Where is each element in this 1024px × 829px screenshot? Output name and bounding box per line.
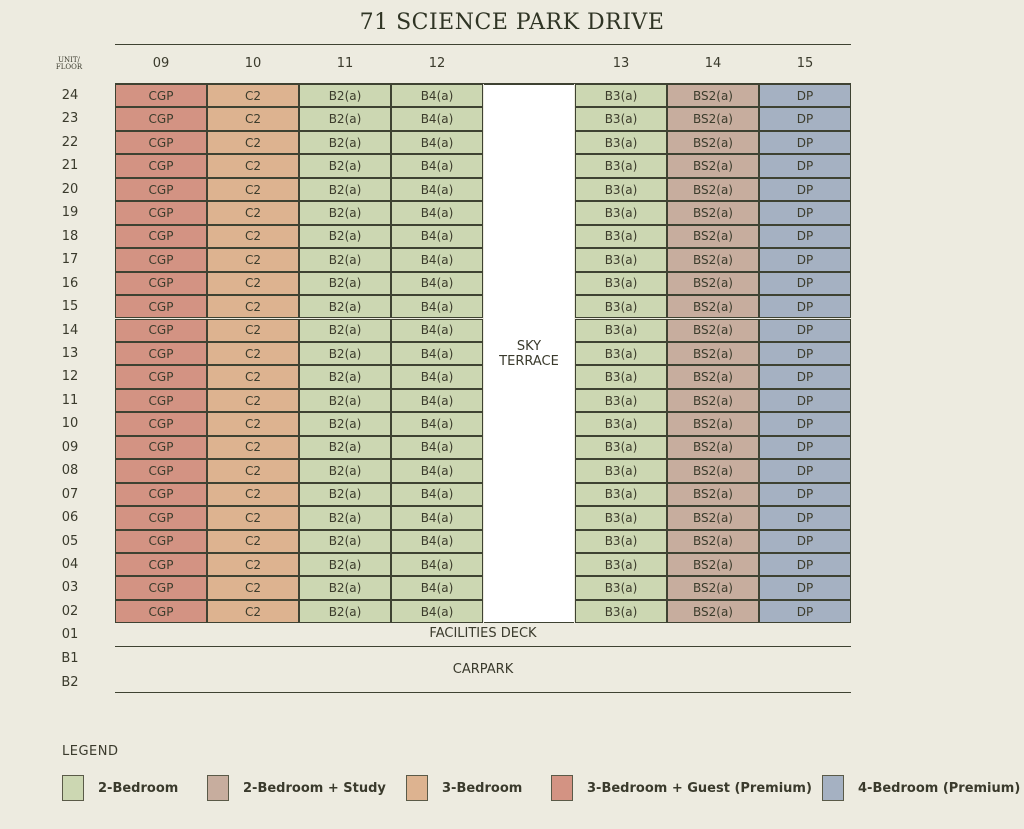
- unit-cell: CGP: [115, 600, 207, 623]
- unit-cell: C2: [207, 553, 299, 576]
- unit-cell: B4(a): [391, 272, 483, 295]
- unit-cell: CGP: [115, 319, 207, 342]
- unit-cell: B4(a): [391, 576, 483, 599]
- floor-label: 16: [61, 275, 79, 291]
- unit-cell: CGP: [115, 107, 207, 130]
- unit-cell: B4(a): [391, 201, 483, 224]
- legend-item: [822, 774, 1020, 802]
- unit-cell: B2(a): [299, 365, 391, 388]
- unit-cell: B3(a): [575, 459, 667, 482]
- floor-label: 01: [61, 627, 79, 642]
- unit-cell: C2: [207, 436, 299, 459]
- unit-floor-header: [50, 57, 88, 71]
- unit-cell: B2(a): [299, 201, 391, 224]
- unit-cell: BS2(a): [667, 365, 759, 388]
- unit-cell: DP: [759, 131, 851, 154]
- unit-cell: B3(a): [575, 225, 667, 248]
- legend-swatch: [62, 775, 84, 801]
- unit-cell: C2: [207, 178, 299, 201]
- unit-cell: BS2(a): [667, 272, 759, 295]
- unit-cell: DP: [759, 600, 851, 623]
- unit-cell: DP: [759, 459, 851, 482]
- unit-cell: B3(a): [575, 342, 667, 365]
- unit-cell: DP: [759, 530, 851, 553]
- unit-cell: B2(a): [299, 319, 391, 342]
- unit-cell: DP: [759, 483, 851, 506]
- legend-label: 2-Bedroom: [98, 780, 179, 796]
- unit-cell: B2(a): [299, 131, 391, 154]
- unit-cell: DP: [759, 272, 851, 295]
- legend-item: [207, 774, 386, 802]
- unit-cell: BS2(a): [667, 389, 759, 412]
- unit-cell: B2(a): [299, 178, 391, 201]
- floor-label: 10: [61, 416, 79, 432]
- unit-cell: DP: [759, 295, 851, 318]
- unit-column-header: 11: [336, 56, 354, 71]
- unit-cell: DP: [759, 225, 851, 248]
- unit-cell: BS2(a): [667, 342, 759, 365]
- unit-cell: CGP: [115, 154, 207, 177]
- unit-cell: B3(a): [575, 131, 667, 154]
- deck-divider: [115, 646, 851, 647]
- unit-cell: B4(a): [391, 483, 483, 506]
- unit-cell: B4(a): [391, 107, 483, 130]
- unit-cell: BS2(a): [667, 506, 759, 529]
- legend-label: 3-Bedroom + Guest (Premium): [587, 780, 812, 796]
- unit-cell: BS2(a): [667, 225, 759, 248]
- unit-cell: B3(a): [575, 319, 667, 342]
- unit-cell: BS2(a): [667, 154, 759, 177]
- unit-cell: B3(a): [575, 530, 667, 553]
- sky-terrace: [484, 84, 574, 623]
- unit-cell: B4(a): [391, 506, 483, 529]
- unit-cell: B4(a): [391, 436, 483, 459]
- unit-cell: B4(a): [391, 131, 483, 154]
- unit-cell: BS2(a): [667, 319, 759, 342]
- unit-cell: DP: [759, 506, 851, 529]
- unit-cell: BS2(a): [667, 412, 759, 435]
- unit-column-header: 09: [152, 56, 170, 71]
- floor-label: 14: [61, 322, 79, 338]
- unit-cell: B2(a): [299, 530, 391, 553]
- legend-label: 4-Bedroom (Premium): [858, 780, 1021, 796]
- page-title: 71 SCIENCE PARK DRIVE: [359, 10, 665, 35]
- unit-cell: DP: [759, 248, 851, 271]
- floor-label: 21: [61, 158, 79, 174]
- floor-label: 08: [61, 463, 79, 479]
- floor-label: B2: [61, 675, 79, 690]
- floor-label: 05: [61, 533, 79, 549]
- unit-cell: B4(a): [391, 553, 483, 576]
- floor-label: 19: [61, 205, 79, 221]
- unit-cell: C2: [207, 319, 299, 342]
- unit-cell: CGP: [115, 295, 207, 318]
- unit-cell: C2: [207, 600, 299, 623]
- unit-cell: BS2(a): [667, 84, 759, 107]
- unit-cell: CGP: [115, 84, 207, 107]
- unit-cell: DP: [759, 84, 851, 107]
- unit-cell: B3(a): [575, 483, 667, 506]
- unit-cell: B2(a): [299, 248, 391, 271]
- unit-cell: DP: [759, 553, 851, 576]
- unit-cell: B3(a): [575, 412, 667, 435]
- unit-cell: B3(a): [575, 436, 667, 459]
- unit-cell: B3(a): [575, 600, 667, 623]
- floor-label: 06: [61, 510, 79, 526]
- unit-cell: B2(a): [299, 436, 391, 459]
- floor-label: B1: [61, 651, 79, 666]
- unit-cell: B4(a): [391, 530, 483, 553]
- unit-cell: C2: [207, 225, 299, 248]
- unit-column-header: 13: [612, 56, 630, 71]
- unit-cell: B4(a): [391, 178, 483, 201]
- unit-cell: B4(a): [391, 365, 483, 388]
- floor-label: 03: [61, 580, 79, 596]
- unit-cell: B3(a): [575, 295, 667, 318]
- unit-cell: CGP: [115, 342, 207, 365]
- unit-cell: B4(a): [391, 295, 483, 318]
- unit-cell: DP: [759, 178, 851, 201]
- unit-cell: CGP: [115, 178, 207, 201]
- unit-column-header: 15: [796, 56, 814, 71]
- unit-cell: B2(a): [299, 154, 391, 177]
- unit-cell: B2(a): [299, 389, 391, 412]
- unit-cell: B2(a): [299, 506, 391, 529]
- unit-cell: C2: [207, 201, 299, 224]
- unit-column-header: 10: [244, 56, 262, 71]
- unit-cell: C2: [207, 530, 299, 553]
- unit-cell: B3(a): [575, 84, 667, 107]
- unit-cell: CGP: [115, 365, 207, 388]
- unit-cell: C2: [207, 576, 299, 599]
- unit-cell: B4(a): [391, 342, 483, 365]
- unit-cell: BS2(a): [667, 201, 759, 224]
- unit-cell: DP: [759, 412, 851, 435]
- unit-cell: BS2(a): [667, 553, 759, 576]
- legend-item: [62, 774, 178, 802]
- unit-cell: CGP: [115, 131, 207, 154]
- unit-cell: B2(a): [299, 553, 391, 576]
- unit-cell: DP: [759, 389, 851, 412]
- floor-label: 04: [61, 557, 79, 572]
- legend-swatch: [207, 775, 229, 801]
- unit-cell: C2: [207, 107, 299, 130]
- unit-cell: B4(a): [391, 319, 483, 342]
- unit-cell: C2: [207, 295, 299, 318]
- unit-cell: B4(a): [391, 154, 483, 177]
- unit-cell: B2(a): [299, 107, 391, 130]
- unit-cell: C2: [207, 131, 299, 154]
- unit-cell: CGP: [115, 201, 207, 224]
- unit-cell: B4(a): [391, 389, 483, 412]
- unit-cell: B3(a): [575, 107, 667, 130]
- unit-cell: C2: [207, 84, 299, 107]
- sky-terrace-line2: TERRACE: [499, 353, 559, 369]
- unit-cell: B3(a): [575, 576, 667, 599]
- legend-item: [406, 774, 522, 802]
- floor-label: 15: [61, 299, 79, 315]
- unit-cell: C2: [207, 154, 299, 177]
- floor-label: 20: [61, 181, 79, 197]
- unit-column-header: 12: [428, 56, 446, 71]
- unit-cell: C2: [207, 248, 299, 271]
- unit-cell: CGP: [115, 436, 207, 459]
- unit-cell: C2: [207, 365, 299, 388]
- floor-label: 18: [61, 228, 79, 244]
- unit-cell: BS2(a): [667, 600, 759, 623]
- floor-label: 07: [61, 486, 79, 502]
- unit-cell: B3(a): [575, 154, 667, 177]
- unit-cell: BS2(a): [667, 576, 759, 599]
- unit-cell: B2(a): [299, 600, 391, 623]
- unit-cell: B4(a): [391, 84, 483, 107]
- unit-cell: CGP: [115, 553, 207, 576]
- unit-cell: DP: [759, 319, 851, 342]
- unit-cell: C2: [207, 272, 299, 295]
- unit-column-header: 14: [704, 56, 722, 71]
- unit-cell: B4(a): [391, 412, 483, 435]
- unit-cell: B3(a): [575, 272, 667, 295]
- legend-item: [551, 774, 812, 802]
- unit-cell: B4(a): [391, 600, 483, 623]
- legend-swatch: [822, 775, 844, 801]
- carpark-divider: [115, 692, 851, 693]
- unit-cell: B4(a): [391, 459, 483, 482]
- floor-label: 23: [61, 111, 79, 127]
- unit-cell: BS2(a): [667, 436, 759, 459]
- unit-cell: B3(a): [575, 201, 667, 224]
- unit-cell: DP: [759, 365, 851, 388]
- unit-cell: B3(a): [575, 248, 667, 271]
- unit-cell: C2: [207, 389, 299, 412]
- sky-terrace-line1: SKY: [516, 338, 542, 354]
- legend-swatch: [406, 775, 428, 801]
- unit-cell: B3(a): [575, 553, 667, 576]
- unit-floor-line2: FLOOR: [55, 63, 83, 71]
- unit-cell: BS2(a): [667, 107, 759, 130]
- unit-cell: C2: [207, 483, 299, 506]
- unit-cell: DP: [759, 201, 851, 224]
- unit-cell: CGP: [115, 389, 207, 412]
- unit-cell: CGP: [115, 459, 207, 482]
- unit-cell: CGP: [115, 225, 207, 248]
- unit-cell: CGP: [115, 412, 207, 435]
- unit-cell: C2: [207, 459, 299, 482]
- unit-cell: B2(a): [299, 225, 391, 248]
- unit-cell: DP: [759, 342, 851, 365]
- floor-label: 02: [61, 603, 79, 619]
- unit-cell: CGP: [115, 272, 207, 295]
- unit-cell: BS2(a): [667, 178, 759, 201]
- unit-cell: B2(a): [299, 342, 391, 365]
- unit-cell: B3(a): [575, 178, 667, 201]
- unit-cell: B3(a): [575, 365, 667, 388]
- unit-cell: B3(a): [575, 389, 667, 412]
- unit-cell: BS2(a): [667, 459, 759, 482]
- unit-cell: CGP: [115, 576, 207, 599]
- unit-cell: B2(a): [299, 576, 391, 599]
- unit-cell: DP: [759, 154, 851, 177]
- unit-cell: DP: [759, 576, 851, 599]
- unit-cell: BS2(a): [667, 131, 759, 154]
- unit-cell: C2: [207, 506, 299, 529]
- title-divider: [115, 44, 851, 45]
- unit-cell: BS2(a): [667, 295, 759, 318]
- unit-cell: BS2(a): [667, 248, 759, 271]
- carpark-label: CARPARK: [452, 662, 514, 677]
- legend-label: 3-Bedroom: [442, 780, 523, 796]
- unit-cell: CGP: [115, 248, 207, 271]
- unit-cell: C2: [207, 342, 299, 365]
- unit-cell: B4(a): [391, 225, 483, 248]
- floor-label: 09: [61, 439, 79, 455]
- unit-cell: B2(a): [299, 84, 391, 107]
- floor-label: 24: [61, 88, 79, 103]
- unit-cell: B2(a): [299, 412, 391, 435]
- legend-swatch: [551, 775, 573, 801]
- legend-label: 2-Bedroom + Study: [243, 780, 386, 796]
- unit-cell: B2(a): [299, 295, 391, 318]
- floor-label: 17: [61, 252, 79, 268]
- unit-cell: CGP: [115, 530, 207, 553]
- unit-cell: CGP: [115, 506, 207, 529]
- legend-title: LEGEND: [62, 744, 119, 759]
- unit-cell: DP: [759, 107, 851, 130]
- unit-cell: B2(a): [299, 272, 391, 295]
- facilities-deck-label: FACILITIES DECK: [429, 626, 537, 641]
- unit-cell: CGP: [115, 483, 207, 506]
- floor-label: 13: [61, 345, 79, 361]
- unit-cell: B2(a): [299, 483, 391, 506]
- unit-cell: B3(a): [575, 506, 667, 529]
- unit-cell: B4(a): [391, 248, 483, 271]
- floor-label: 22: [61, 134, 79, 150]
- floor-label: 12: [61, 369, 79, 385]
- unit-cell: BS2(a): [667, 530, 759, 553]
- unit-cell: C2: [207, 412, 299, 435]
- unit-cell: B2(a): [299, 459, 391, 482]
- unit-cell: DP: [759, 436, 851, 459]
- unit-cell: BS2(a): [667, 483, 759, 506]
- unit-floor-line1: UNIT/: [58, 56, 80, 64]
- floor-label: 11: [61, 392, 79, 408]
